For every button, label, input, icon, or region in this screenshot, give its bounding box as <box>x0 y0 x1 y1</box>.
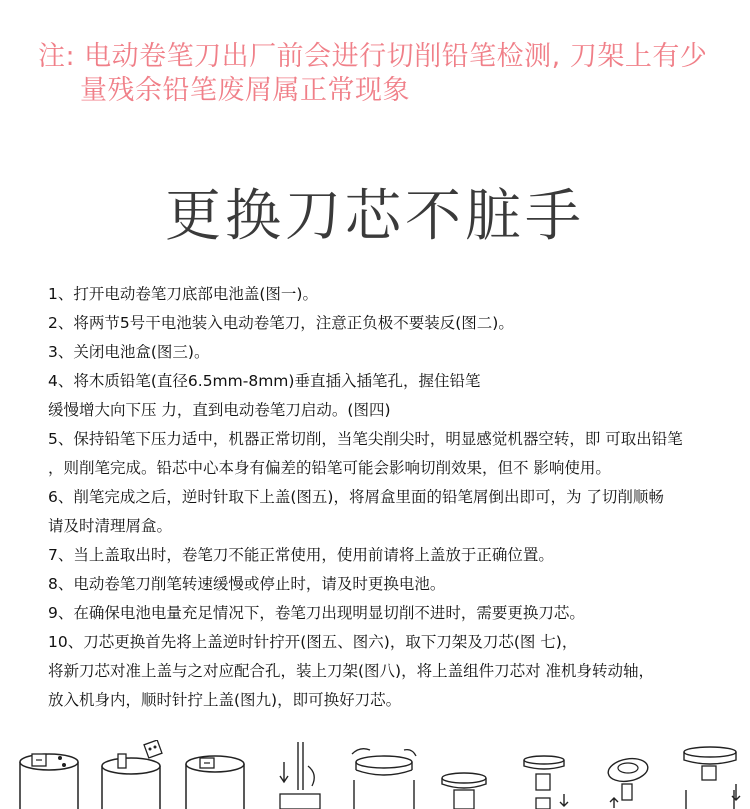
instruction-figures <box>0 740 750 809</box>
step-line: 5、保持铅笔下压力适中，机器正常切削，当笔尖削尖时，明显感觉机器空转，即 可取出铅笔 <box>48 430 683 448</box>
fig-6-lid-removed-icon <box>436 740 492 809</box>
fig-4-insert-pencil-icon <box>270 740 330 809</box>
fig-9-refit-lid-icon <box>680 740 742 809</box>
fig-5-twist-off-lid-icon <box>348 740 420 809</box>
step-line: 将新刀芯对准上盖与之对应配合孔，装上刀架(图八)，将上盖组件刀芯对 准机身转动轴， <box>48 662 655 680</box>
step-line: 放入机身内，顺时针拧上盖(图九)，即可换好刀芯。 <box>48 691 402 709</box>
step-line: 7、当上盖取出时，卷笔刀不能正常使用，使用前请将上盖放于正确位置。 <box>48 546 554 564</box>
step-line: 2、将两节5号干电池装入电动卷笔刀，注意正负极不要装反(图二)。 <box>48 314 514 332</box>
step-line: 1、打开电动卷笔刀底部电池盖(图一)。 <box>48 285 318 303</box>
step-line: 缓慢增大向下压 力，直到电动卷笔刀启动。(图四) <box>48 401 391 419</box>
fig-2-insert-battery-icon <box>96 740 168 809</box>
step-line: 10、刀芯更换首先将上盖逆时针拧开(图五、图六)，取下刀架及刀芯(图 七)， <box>48 633 578 651</box>
fig-7-remove-blade-icon <box>518 740 578 809</box>
notice-text <box>38 40 728 108</box>
page-title: 更换刀芯不脏手 <box>165 184 585 249</box>
step-line: 9、在确保电池电量充足情况下，卷笔刀出现明显切削不进时，需要更换刀芯。 <box>48 604 585 622</box>
notice-line-1: 注: 电动卷笔刀出厂前会进行切削铅笔检测, 刀架上有少 <box>38 41 708 72</box>
fig-1-open-battery-cover-icon <box>14 740 84 809</box>
fig-8-install-blade-icon <box>602 740 658 809</box>
step-line: 3、关闭电池盒(图三)。 <box>48 343 210 361</box>
step-line: 6、削笔完成之后，逆时针取下上盖(图五)，将屑盒里面的铅笔屑倒出即可，为 了切削顺畅 <box>48 488 664 506</box>
instruction-steps <box>48 280 728 715</box>
fig-3-close-battery-box-icon <box>180 740 250 809</box>
step-line: 8、电动卷笔刀削笔转速缓慢或停止时，请及时更换电池。 <box>48 575 446 593</box>
step-line: 请及时清理屑盒。 <box>48 517 173 535</box>
step-line: ，则削笔完成。铅芯中心本身有偏差的铅笔可能会影响切削效果，但不 影响使用。 <box>48 459 611 477</box>
notice-line-2: 量残余铅笔废屑属正常现象 <box>80 75 410 106</box>
step-line: 4、将木质铅笔(直径6.5mm-8mm)垂直插入插笔孔，握住铅笔 <box>48 372 481 390</box>
